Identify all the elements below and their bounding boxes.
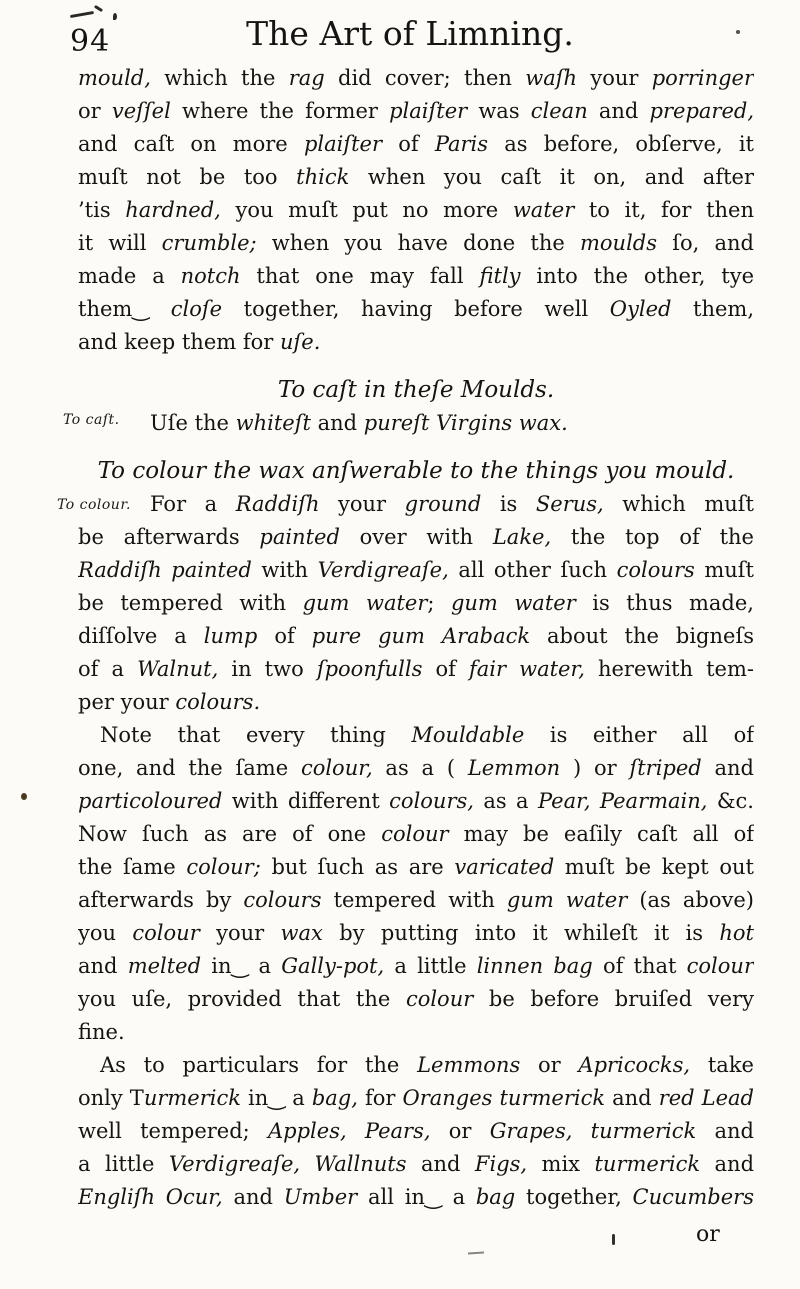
text-line: well tempered; Apples, Pears, or Grapes, turmerick and xyxy=(78,1119,754,1143)
text-line: Raddiſh painted with Verdigreaſe, all other ſuch colours muſt xyxy=(78,558,754,582)
text-line: a little Verdigreaſe, Wallnuts and Figs, mix turmerick and xyxy=(78,1152,754,1176)
text-line: them‿ cloſe together, having before well Oyled them, xyxy=(78,297,754,321)
text-line: be tempered with gum water; gum water is thus made, xyxy=(78,591,754,615)
ink-smudge xyxy=(94,5,103,12)
paragraph xyxy=(78,407,754,440)
ink-speck xyxy=(21,793,27,800)
paragraph xyxy=(78,719,754,1049)
text-line: one, and the ſame colour, as a ( Lemmon ) or ſtriped and xyxy=(78,756,754,780)
text-line: Engliſh Ocur, and Umber all in‿ a bag together, Cucumbers xyxy=(78,1185,754,1209)
ink-speck xyxy=(612,1234,615,1245)
page-number: 94 xyxy=(70,24,111,59)
text-line: the ſame colour; but ſuch as are varicated muſt be kept out xyxy=(78,855,754,879)
text-line: made a notch that one may fall fitly into the other, tye xyxy=(78,264,754,288)
text-line: and keep them for uſe. xyxy=(78,330,321,354)
text-line: fine. xyxy=(78,1020,125,1044)
margin-note-to-cast: To caſt. xyxy=(63,412,120,428)
section-heading: To colour the wax anſwerable to the things you mould. xyxy=(97,458,735,484)
paragraph xyxy=(78,1049,754,1214)
text-line: Uſe the whiteſt and pureſt Virgins wax. xyxy=(150,411,568,435)
text-line: you colour your wax by putting into it whileſt it is hot xyxy=(78,921,754,945)
ink-speck xyxy=(468,1251,484,1254)
text-line: ’tis hardned, you muſt put no more water to it, for then xyxy=(78,198,754,222)
margin-note-to-colour: To colour. xyxy=(57,497,131,513)
text-line: and caſt on more plaiſter of Paris as before, obſerve, it xyxy=(78,132,754,156)
text-line: mould, which the rag did cover; then waſh your porringer xyxy=(78,66,754,90)
text-line: you uſe, provided that the colour be before bruiſed very xyxy=(78,987,754,1011)
text-line: Now ſuch as are of one colour may be eaſily caſt all of xyxy=(78,822,754,846)
text-line: As to particulars for the Lemmons or Apricocks, take xyxy=(100,1053,754,1077)
paragraph xyxy=(78,62,754,359)
text-line: afterwards by colours tempered with gum water (as above) xyxy=(78,888,754,912)
text-line: Note that every thing Mouldable is either all of xyxy=(100,723,754,747)
text-line: per your colours. xyxy=(78,690,261,714)
text-line: it will crumble; when you have done the moulds ſo, and xyxy=(78,231,754,255)
text-line: particoloured with different colours, as a Pear, Pearmain, &c. xyxy=(78,789,754,813)
text-line: muſt not be too thick when you caſt it on, and after xyxy=(78,165,754,189)
text-column xyxy=(78,62,754,1214)
running-title: The Art of Limning. xyxy=(246,14,574,53)
paragraph xyxy=(78,488,754,719)
text-line: of a Walnut, in two ſpoonfulls of fair water, herewith tem- xyxy=(78,657,754,681)
text-line: For a Raddiſh your ground is Serus, which muſt xyxy=(150,492,754,516)
text-line: or veſſel where the former plaiſter was clean and prepared, xyxy=(78,99,754,123)
text-line: diſſolve a lump of pure gum Araback about the bigneſs xyxy=(78,624,754,648)
catchword: or xyxy=(696,1222,720,1247)
section-heading: To caſt in theſe Moulds. xyxy=(277,377,555,403)
text-line: be afterwards painted over with Lake, the top of the xyxy=(78,525,754,549)
text-line: and melted in‿ a Gally-pot, a little linnen bag of that colour xyxy=(78,954,754,978)
text-line: only Turmerick in‿ a bag, for Oranges turmerick and red Lead xyxy=(78,1086,754,1110)
